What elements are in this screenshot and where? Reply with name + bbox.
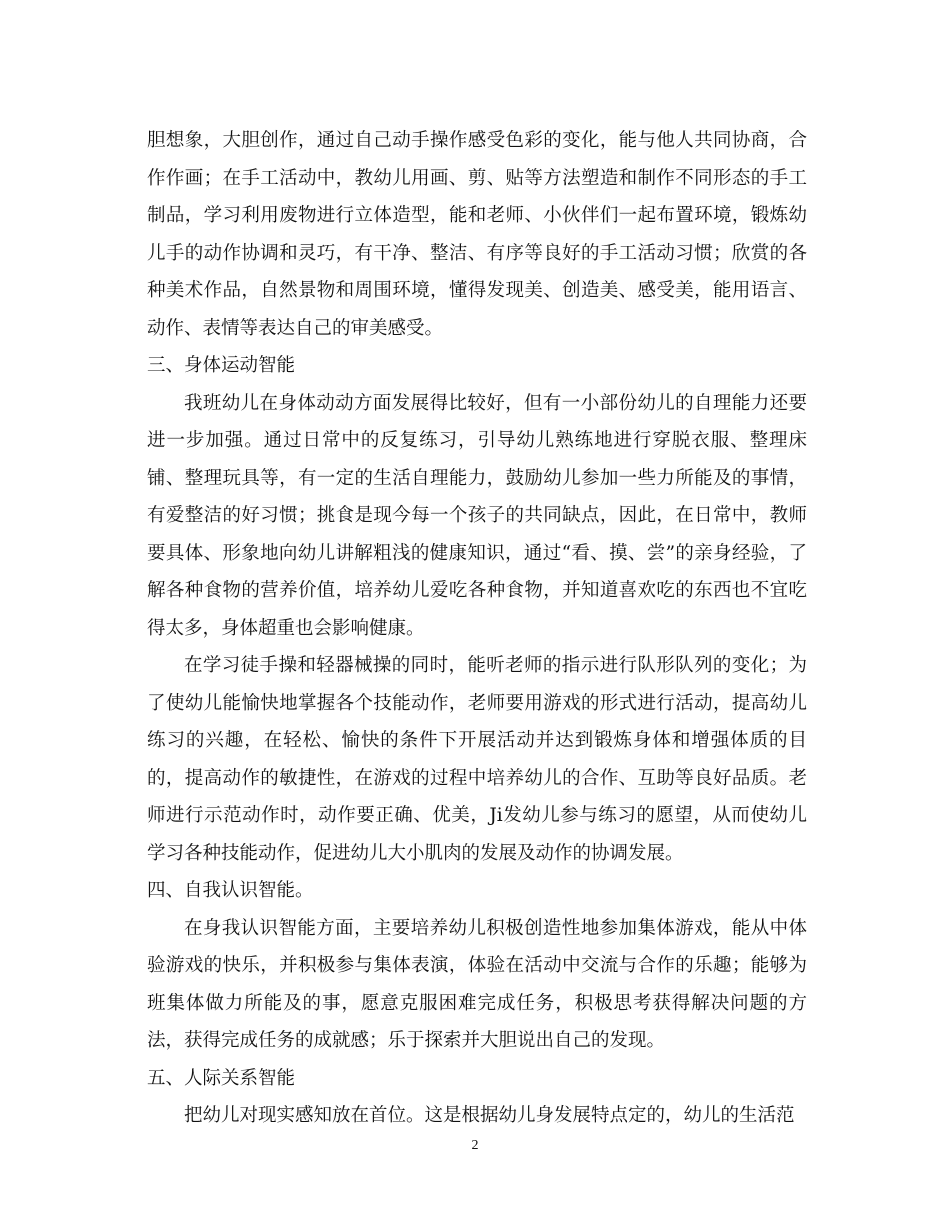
section-heading-body-movement: 三、身体运动智能: [147, 355, 296, 376]
section-heading-interpersonal: 五、人际关系智能: [147, 1067, 296, 1089]
page-number: 2: [471, 1138, 479, 1153]
paragraph-self-awareness: 在身我认识智能方面，主要培养幼儿积极创造性地参加集体游戏，能从中体验游戏的快乐，并积极参与集体表演，体验在活动中交流与合作的乐趣；能够为班集体做力所能及的事，愿意克服困难完成任务，积极思考获得解决问题的方法，获得完成任务的成就感；乐于探索并大胆说出自己的发现。: [147, 917, 807, 1051]
paragraph-body-movement-1: 我班幼儿在身体动动方面发展得比较好，但有一小部份幼儿的自理能力还要进一步加强。通过日常中的反复练习，引导幼儿熟练地进行穿脱衣服、整理床铺、整理玩具等，有一定的生活自理能力，鼓励幼儿参加一些力所能及的事情，有爱整洁的好习惯；挑食是现今每一个孩子的共同缺点，因此，在日常中，教师要具体、形象地向幼儿讲解粗浅的健康知识，通过“看、摸、尝”的亲身经验，了解各种食物的营养价值，培养幼儿爱吃各种食物，并知道喜欢吃的东西也不宜吃得太多，身体超重也会影响健康。: [147, 392, 807, 639]
paragraph-continuation: 胆想象，大胆创作，通过自己动手操作感受色彩的变化，能与他人共同协商，合作作画；在手工活动中，教幼儿用画、剪、贴等方法塑造和制作不同形态的手工制品，学习利用废物进行立体造型，能和老师、小伙伴们一起布置环境，锻炼幼儿手的动作协调和灵巧，有干净、整洁、有序等良好的手工活动习惯；欣赏的各种美术作品，自然景物和周围环境，懂得发现美、创造美、感受美，能用语言、动作、表情等表达自己的审美感受。: [147, 130, 807, 339]
paragraph-interpersonal: 把幼儿对现实感知放在首位。这是根据幼儿身发展特点定的，幼儿的生活范: [184, 1105, 795, 1126]
section-heading-self-awareness: 四、自我认识智能。: [147, 880, 314, 901]
document-body: [147, 122, 807, 1135]
paragraph-body-movement-2: 在学习徒手操和轻器械操的同时，能听老师的指示进行队形队列的变化；为了使幼儿能愉快地掌握各个技能动作，老师要用游戏的形式进行活动，提高幼儿练习的兴趣，在轻松、愉快的条件下开展活动并达到锻炼身体和增强体质的目的，提高动作的敏捷性，在游戏的过程中培养幼儿的合作、互助等良好品质。老师进行示范动作时，动作要正确、优美，Ji发幼儿参与练习的愿望，从而使幼儿学习各种技能动作，促进幼儿大小肌肉的发展及动作的协调发展。: [147, 655, 807, 864]
